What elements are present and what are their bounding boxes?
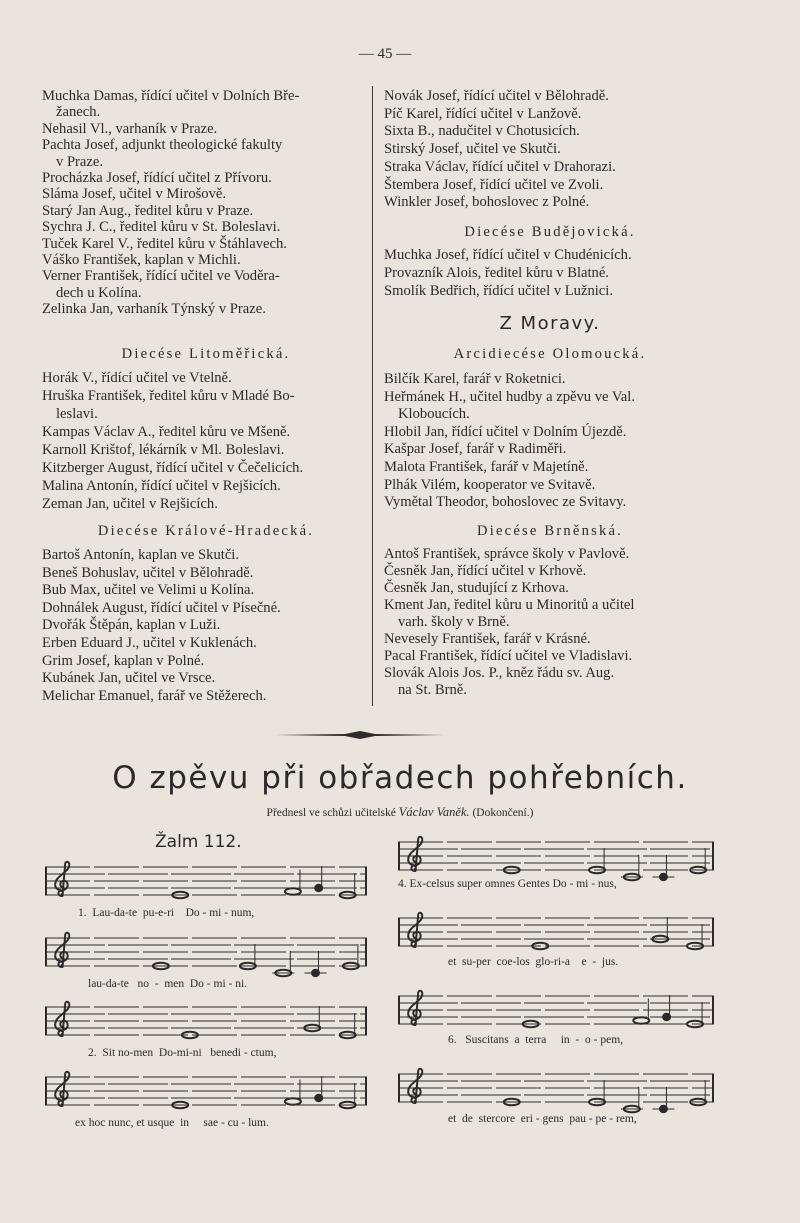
note <box>315 1095 322 1102</box>
entry-text: Kubánek Jan, učitel ve Vrsce. <box>42 670 216 687</box>
list-entry <box>42 653 370 671</box>
entry-text: Heřmánek H., učitel hudby a zpěvu ve Val. <box>384 388 635 405</box>
entry-text: Slovák Alois Jos. P., kněz řádu sv. Aug. <box>384 665 615 681</box>
left-list-1 <box>42 88 370 318</box>
music-lyric: et su-per coe-los glo-ri-a e - jus. <box>448 956 619 968</box>
list-entry <box>384 159 716 177</box>
list-entry <box>42 203 370 219</box>
entry-text: Antoš František, správce školy v Pavlově. <box>384 546 630 562</box>
list-entry <box>384 424 716 442</box>
entry-text: Vymětal Theodor, bohoslovec ze Svitavy. <box>384 494 627 511</box>
music-staff <box>45 1073 367 1109</box>
entry-text: Stirský Josef, učitel ve Skutči. <box>384 141 561 158</box>
entry-text: Sláma Josef, učitel v Mirošově. <box>42 186 227 203</box>
right-list-1 <box>384 88 716 212</box>
entry-text: Bub Max, učitel ve Velimi u Kolína. <box>42 582 255 599</box>
entry-text: Nehasil Vl., varhaník v Praze. <box>42 120 218 137</box>
entry-text: Česněk Jan, řídící učitel v Krhově. <box>384 563 587 579</box>
list-entry <box>42 600 370 618</box>
list-entry <box>42 635 370 653</box>
list-entry <box>42 236 370 252</box>
entry-continuation: dech u Kolína. <box>56 284 142 301</box>
ornament-divider <box>275 729 445 741</box>
note <box>633 1017 649 1024</box>
byline-note: (Dokončení.) <box>472 807 534 819</box>
list-entry <box>384 648 716 665</box>
music-lyric: ex hoc nunc, et usque in sae - cu - lum. <box>75 1117 269 1129</box>
psalm-heading: Žalm 112. <box>155 832 242 852</box>
music-staff <box>45 934 367 970</box>
entry-continuation: v Praze. <box>56 153 104 170</box>
entry-text: Sychra J. C., ředitel kůru v St. Boleslavi. <box>42 219 281 236</box>
list-entry <box>42 170 370 186</box>
list-entry <box>42 252 370 268</box>
entry-text: Tuček Karel V., ředitel kůru v Štáhlavech. <box>42 235 287 252</box>
music-lyric: 4. Ex-celsus super omnes Gentes Do - mi - nus, <box>398 878 617 890</box>
entry-text: Česněk Jan, studující z Krhova. <box>384 580 569 596</box>
section-heading-litomericka: Diecése Litoměřická. <box>121 346 291 362</box>
list-entry <box>42 137 370 170</box>
list-entry <box>384 494 716 512</box>
music-lyric: 2. Sit no-men Do-mi-ni benedi - ctum, <box>88 1047 277 1059</box>
article-title: O zpěvu při obřadech pohřebních. <box>112 760 688 796</box>
entry-text: Horák V., řídící učitel ve Vtelně. <box>42 370 232 386</box>
list-entry <box>42 369 370 387</box>
entry-text: Provazník Alois, ředitel kůru v Blatné. <box>384 265 609 281</box>
entry-text: Starý Jan Aug., ředitel kůru v Praze. <box>42 202 254 219</box>
note <box>285 888 301 895</box>
entry-text: Štembera Josef, řídící učitel ve Zvoli. <box>384 176 604 193</box>
entry-continuation: žanech. <box>56 104 101 121</box>
entry-text: Procházka Josef, řídící učitel z Přívoru. <box>42 170 272 187</box>
entry-continuation: Kloboucích. <box>398 406 470 423</box>
entry-text: Novák Josef, řídící učitel v Bělohradě. <box>384 88 609 104</box>
music-staff <box>398 1070 714 1106</box>
entry-text: Nevesely František, farář v Krásné. <box>384 631 591 647</box>
entry-text: Malina Antonín, řídící učitel v Rejšicích. <box>42 478 281 494</box>
right-list-4 <box>384 546 716 699</box>
section-heading-kralove-hradecka: Diecése Králové-Hradecká. <box>97 523 315 539</box>
list-entry <box>42 423 370 441</box>
music-staff <box>398 914 714 950</box>
entry-text: Pachta Josef, adjunkt theologické fakulty <box>42 137 283 154</box>
entry-text: Melichar Emanuel, farář ve Stěžerech. <box>42 687 267 704</box>
entry-text: Zelinka Jan, varhaník Týnský v Praze. <box>42 301 266 318</box>
entry-text: Karnoll Krištof, lékárník v Ml. Boleslavi. <box>42 442 285 458</box>
music-lyric: 1. Lau-da-te pu-e-ri Do - mi - num, <box>78 907 255 919</box>
entry-text: Kampas Václav A., ředitel kůru ve Mšeně. <box>42 424 291 440</box>
list-entry <box>42 582 370 600</box>
entry-text: Sixta B., nadučitel v Chotusicích. <box>384 123 580 140</box>
list-entry <box>384 563 716 580</box>
entry-continuation: na St. Brně. <box>398 682 467 698</box>
list-entry <box>42 88 370 121</box>
list-entry <box>384 389 716 424</box>
list-entry <box>384 459 716 477</box>
note <box>285 1098 301 1105</box>
section-heading-brnenska: Diecése Brněnská. <box>477 523 623 539</box>
section-heading-olomoucka: Arcidiecése Olomoucká. <box>453 346 647 362</box>
list-entry <box>42 268 370 301</box>
list-entry <box>384 665 716 699</box>
music-lyric: lau-da-te no - men Do - mi - ni. <box>88 978 248 990</box>
entry-continuation: varh. školy v Brně. <box>398 614 510 630</box>
entry-text: Hlobil Jan, řídící učitel v Dolním Újezdě. <box>384 423 627 440</box>
entry-text: Zeman Jan, učitel v Rejšicích. <box>42 496 218 512</box>
list-entry <box>42 617 370 635</box>
entry-text: Muchka Damas, řídící učitel v Dolních Bře- <box>42 88 300 104</box>
entry-text: Váško František, kaplan v Michli. <box>42 252 241 269</box>
list-entry <box>384 580 716 597</box>
right-list-2 <box>384 246 716 300</box>
list-entry <box>384 546 716 563</box>
entry-text: Smolík Bedřich, řídící učitel v Lužnici. <box>384 283 613 299</box>
music-staff <box>398 992 714 1028</box>
entry-text: Dvořák Štěpán, kaplan v Luži. <box>42 617 221 634</box>
list-entry <box>384 141 716 159</box>
entry-text: Dohnálek August, řídící učitel v Písečné. <box>42 599 281 616</box>
list-entry <box>384 477 716 495</box>
entry-text: Erben Eduard J., učitel v Kuklenách. <box>42 634 257 651</box>
list-entry <box>42 670 370 688</box>
list-entry <box>384 88 716 106</box>
entry-text: Bartoš Antonín, kaplan ve Skutči. <box>42 547 239 563</box>
entry-text: Muchka Josef, řídící učitel v Chudénicích. <box>384 247 632 263</box>
list-entry <box>384 441 716 459</box>
entry-text: Kašpar Josef, farář v Radiměři. <box>384 441 567 458</box>
entry-text: Píč Karel, řídící učitel v Lanžově. <box>384 105 582 122</box>
list-entry <box>384 597 716 631</box>
list-entry <box>42 219 370 235</box>
list-entry <box>42 441 370 459</box>
entry-text: Verner František, řídící učitel ve Voděra- <box>42 268 280 285</box>
column-divider <box>372 86 373 706</box>
list-entry <box>42 547 370 565</box>
music-staff <box>45 1003 367 1039</box>
list-entry <box>384 631 716 648</box>
list-entry <box>384 177 716 195</box>
left-list-2 <box>42 369 370 513</box>
list-entry <box>384 371 716 389</box>
list-entry <box>42 387 370 423</box>
list-entry <box>42 301 370 317</box>
entry-text: Kment Jan, ředitel kůru u Minoritů a učitel <box>384 597 635 613</box>
note <box>315 885 322 892</box>
entry-text: Hruška František, ředitel kůru v Mladé Bo- <box>42 388 295 404</box>
list-entry <box>384 264 716 282</box>
entry-text: Bilčík Karel, farář v Roketnici. <box>384 371 566 387</box>
entry-text: Pacal František, řídící učitel ve Vladislavi. <box>384 648 633 664</box>
music-staff <box>45 863 367 899</box>
entry-text: Malota František, farář v Majetíně. <box>384 458 589 475</box>
article-byline <box>0 805 800 821</box>
section-heading-budejovicka: Diecése Budějovická. <box>464 224 636 240</box>
music-staff <box>398 838 714 874</box>
list-entry <box>384 246 716 264</box>
entry-text: Grim Josef, kaplan v Polné. <box>42 652 205 669</box>
list-entry <box>42 688 370 706</box>
list-entry <box>42 477 370 495</box>
entry-text: Straka Václav, řídící učitel v Drahorazi. <box>384 158 616 175</box>
list-entry <box>42 565 370 583</box>
list-entry <box>42 495 370 513</box>
left-list-3 <box>42 547 370 705</box>
music-lyric: 6. Suscitans a terra in - o - pem, <box>448 1034 624 1046</box>
author-name: Václav Vaněk. <box>398 805 470 819</box>
list-entry <box>384 282 716 300</box>
list-entry <box>42 121 370 137</box>
region-heading-morava: Z Moravy. <box>499 313 601 334</box>
list-entry <box>42 459 370 477</box>
entry-text: Beneš Bohuslav, učitel v Bělohradě. <box>42 564 254 581</box>
list-entry <box>384 106 716 124</box>
entry-text: Plhák Vilém, kooperator ve Svitavě. <box>384 476 596 493</box>
right-list-3 <box>384 371 716 512</box>
note <box>663 1014 670 1021</box>
entry-text: Winkler Josef, bohoslovec z Polné. <box>384 194 590 211</box>
entry-continuation: leslavi. <box>56 406 98 422</box>
list-entry <box>384 194 716 212</box>
list-entry <box>384 123 716 141</box>
page-number: — 45 — <box>358 46 412 62</box>
entry-text: Kitzberger August, řídící učitel v Čečelicích. <box>42 460 304 476</box>
list-entry <box>42 186 370 202</box>
music-lyric: et de stercore eri - gens pau - pe - rem, <box>448 1113 637 1125</box>
byline-text: Přednesl ve schůzi učitelské <box>266 807 396 819</box>
